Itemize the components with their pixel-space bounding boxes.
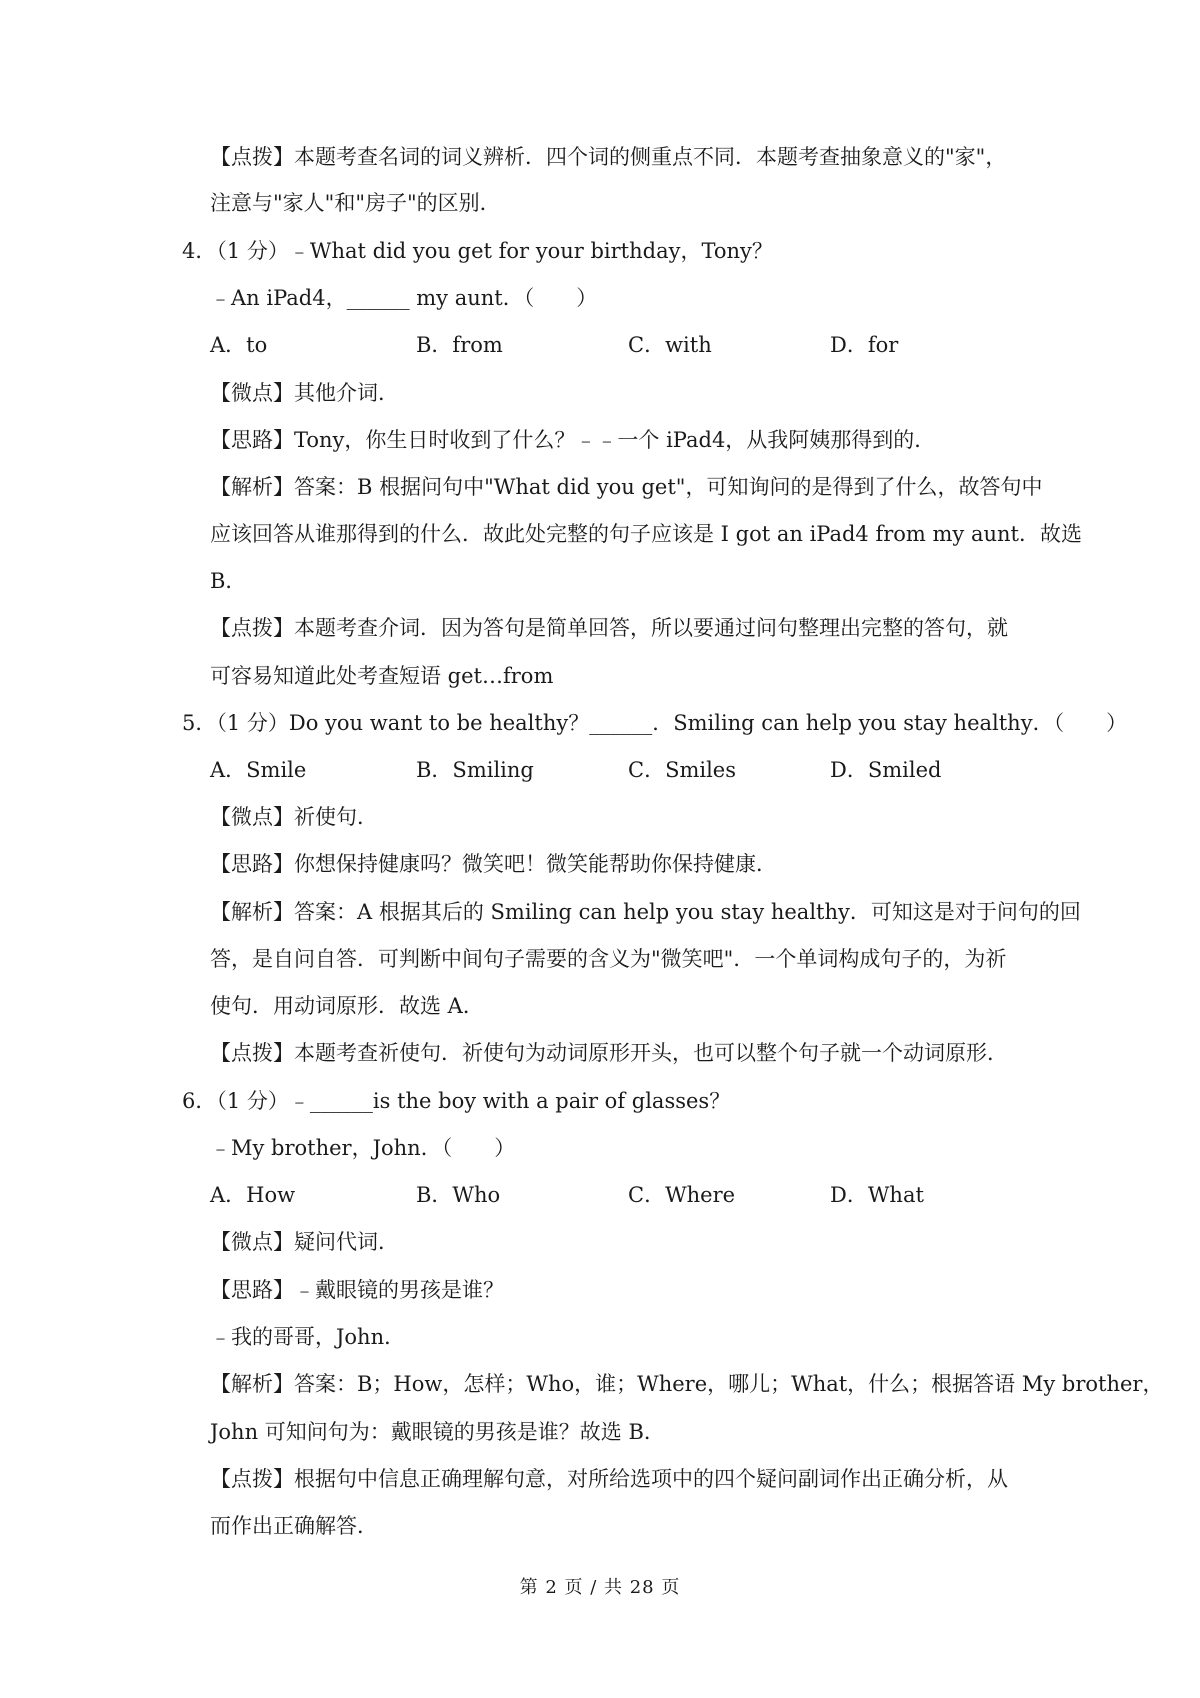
q6-option-d: D．What bbox=[830, 1183, 924, 1207]
q6-note-line2: 而作出正确解答． bbox=[210, 1514, 378, 1538]
q5-stem-line1: 5．（1 分）Do you want to be healthy？______．Smiling can help you stay healthy．（ ） bbox=[182, 711, 1128, 735]
q4-stem-line2: ﹣An iPad4，______ my aunt．（ ） bbox=[210, 286, 598, 310]
q6-analysis-line2: John 可知问句为：戴眼镜的男孩是谁？故选 B． bbox=[210, 1420, 665, 1444]
q5-note-line1: 【点拨】本题考查祈使句．祈使句为动词原形开头，也可以整个句子就一个动词原形． bbox=[210, 1041, 1008, 1065]
q6-point: 【微点】疑问代词． bbox=[210, 1230, 399, 1254]
q4-option-c: C．with bbox=[628, 333, 712, 357]
q5-analysis-line2: 答，是自问自答．可判断中间句子需要的含义为"微笑吧"．一个单词构成句子的，为祈 bbox=[210, 947, 1007, 971]
q6-note-line1: 【点拨】根据句中信息正确理解句意，对所给选项中的四个疑问副词作出正确分析，从 bbox=[210, 1467, 1008, 1491]
q5-analysis-line3: 使句．用动词原形．故选 A． bbox=[210, 994, 484, 1018]
q5-option-c: C．Smiles bbox=[628, 758, 737, 782]
q4-note-line1: 【点拨】本题考查介词．因为答句是简单回答，所以要通过问句整理出完整的答句，就 bbox=[210, 616, 1008, 640]
q6-option-c: C．Where bbox=[628, 1183, 736, 1207]
q4-note-line2: 可容易知道此处考查短语 get…from bbox=[210, 664, 554, 688]
q6-option-a: A．How bbox=[210, 1183, 296, 1207]
q4-analysis-line3: B． bbox=[210, 569, 247, 593]
q4-point: 【微点】其他介词． bbox=[210, 381, 399, 405]
q6-idea-line2: ﹣我的哥哥，John． bbox=[210, 1325, 406, 1349]
q5-option-d: D．Smiled bbox=[830, 758, 942, 782]
q6-idea-line1: 【思路】﹣戴眼镜的男孩是谁？ bbox=[210, 1278, 504, 1302]
q3-note-line2: 注意与"家人"和"房子"的区别． bbox=[210, 191, 501, 215]
page-number: 第 2 页 / 共 28 页 bbox=[519, 1577, 681, 1598]
q4-analysis-line2: 应该回答从谁那得到的什么．故此处完整的句子应该是 I got an iPad4 from my aunt．故选 bbox=[210, 522, 1082, 546]
q6-stem-line2: ﹣My brother，John．（ ） bbox=[210, 1136, 516, 1160]
q6-analysis-line1: 【解析】答案：B；How，怎样；Who，谁；Where，哪儿；What，什么；根据答语 My brother， bbox=[210, 1372, 1164, 1396]
q4-option-d: D．for bbox=[830, 333, 899, 357]
q4-analysis-line1: 【解析】答案：B 根据问句中"What did you get"，可知询问的是得到了什么，故答句中 bbox=[210, 475, 1043, 499]
q5-point: 【微点】祈使句． bbox=[210, 805, 378, 829]
q6-stem-line1: 6．（1 分）﹣______is the boy with a pair of glasses？ bbox=[182, 1089, 731, 1113]
q5-option-a: A．Smile bbox=[210, 758, 307, 782]
q4-option-a: A．to bbox=[210, 333, 268, 357]
q4-option-b: B．from bbox=[416, 333, 503, 357]
q6-option-b: B．Who bbox=[416, 1183, 501, 1207]
q5-analysis-line1: 【解析】答案：A 根据其后的 Smiling can help you stay healthy．可知这是对于问句的回 bbox=[210, 900, 1081, 924]
q3-note-line1: 【点拨】本题考查名词的词义辨析．四个词的侧重点不同．本题考查抽象意义的"家"， bbox=[210, 145, 1007, 169]
q4-stem-line1: 4．（1 分）﹣What did you get for your birthday，Tony？ bbox=[182, 239, 773, 263]
q5-idea: 【思路】你想保持健康吗？微笑吧！微笑能帮助你保持健康． bbox=[210, 852, 777, 876]
q5-option-b: B．Smiling bbox=[416, 758, 534, 782]
q4-idea: 【思路】Tony，你生日时收到了什么？﹣﹣一个 iPad4，从我阿姨那得到的． bbox=[210, 428, 936, 452]
